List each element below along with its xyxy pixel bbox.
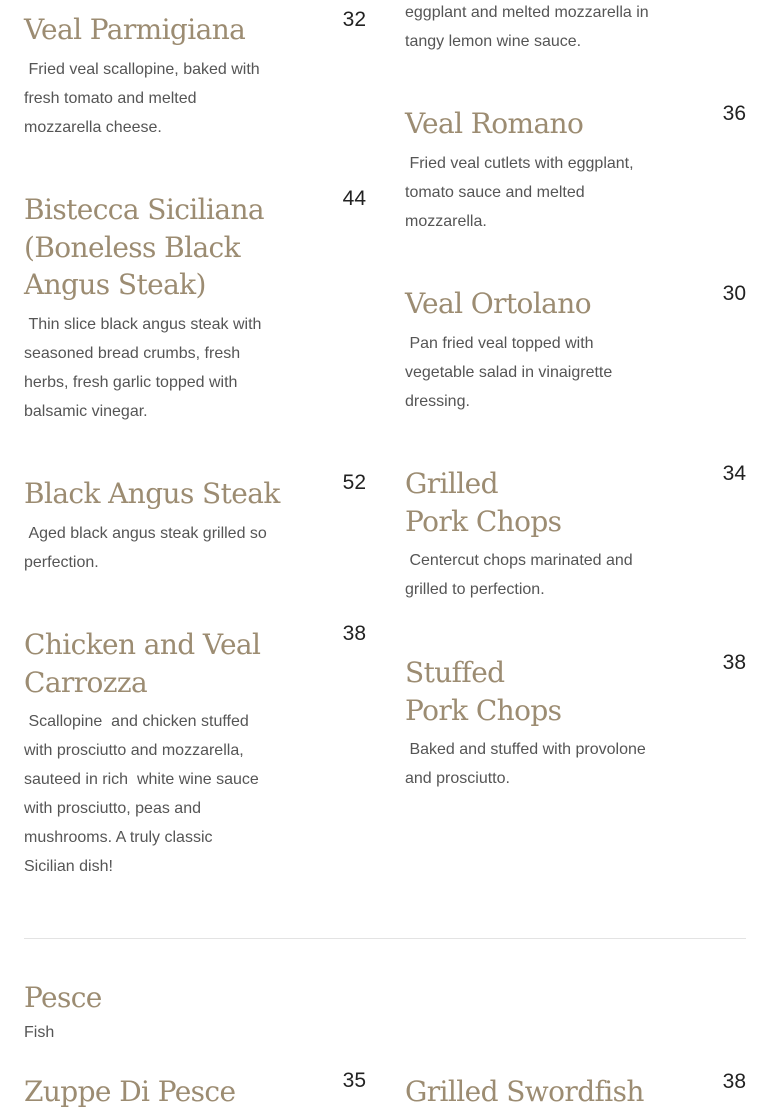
menu-item-name: Black Angus Steak — [24, 477, 280, 510]
menu-item-price: 38 — [342, 622, 366, 645]
menu-item-chicken-veal-carrozza — [24, 622, 366, 881]
menu-item-stuffed-pork-chops — [405, 651, 746, 793]
menu-item-description: Scallopine and chicken stuffed with prosciutto and mozzarella, sauteed in rich white wine sauce with prosciutto, peas and mushrooms. A truly classic Sicilian dish! — [24, 713, 264, 875]
menu-item-price: 32 — [342, 8, 366, 31]
section-title: Pesce — [24, 981, 102, 1014]
menu-item-description: Aged black angus steak grilled so perfection. — [24, 524, 272, 571]
menu-item-price: 34 — [722, 462, 746, 485]
menu-item-price: 52 — [342, 471, 366, 494]
menu-item-price: 30 — [722, 282, 746, 305]
menu-item-zuppe-di-pesce — [24, 1069, 366, 1111]
menu-item-name: Veal Ortolano — [405, 287, 591, 320]
menu-item-black-angus-steak — [24, 471, 366, 577]
menu-item-description: Fried veal scallopine, baked with fresh tomato and melted mozzarella cheese. — [24, 60, 265, 136]
menu-item-description: eggplant and melted mozzarella in tangy lemon wine sauce. — [405, 4, 654, 50]
menu-item-veal-ortolano — [405, 282, 746, 416]
section-subtitle: Fish — [24, 1024, 55, 1041]
menu-item-veal-parmigiana — [24, 8, 366, 142]
menu-item-price: 38 — [722, 651, 746, 674]
menu-item-price: 36 — [722, 102, 746, 125]
menu-item-grilled-pork-chops — [405, 462, 746, 604]
menu-item-price: 44 — [342, 187, 366, 210]
menu-item-description: Fried veal cutlets with eggplant, tomato sauce and melted mozzarella. — [405, 154, 639, 230]
menu-item-name: Stuffed Pork Chops — [405, 656, 562, 727]
menu-item-veal-romano — [405, 102, 746, 236]
menu-item-name: Chicken and Veal Carrozza — [24, 628, 261, 699]
menu-item-name: Veal Parmigiana — [24, 13, 246, 46]
menu-item-grilled-swordfish — [405, 1070, 746, 1111]
menu-item-description: Centercut chops marinated and grilled to perfection. — [405, 552, 638, 598]
menu-item-description: Thin slice black angus steak with seasoned bread crumbs, fresh herbs, fresh garlic topped with balsamic vinegar. — [24, 315, 266, 420]
section-divider — [24, 938, 746, 939]
menu-item-name: Zuppe Di Pesce — [24, 1075, 236, 1108]
menu-item-description: Baked and stuffed with provolone and prosciutto. — [405, 741, 651, 787]
menu-item-price: 35 — [342, 1069, 366, 1092]
menu-item-bistecca-siciliana — [24, 187, 366, 426]
menu-item-name: Veal Romano — [405, 107, 584, 140]
menu-item-name: Grilled Swordfish — [405, 1075, 644, 1108]
menu-item-name: Bistecca Siciliana (Boneless Black Angus Steak) — [24, 193, 264, 301]
menu-item-name: Grilled Pork Chops — [405, 467, 562, 538]
menu-item-price: 38 — [722, 1070, 746, 1093]
menu-item-description: Pan fried veal topped with vegetable salad in vinaigrette dressing. — [405, 334, 617, 410]
